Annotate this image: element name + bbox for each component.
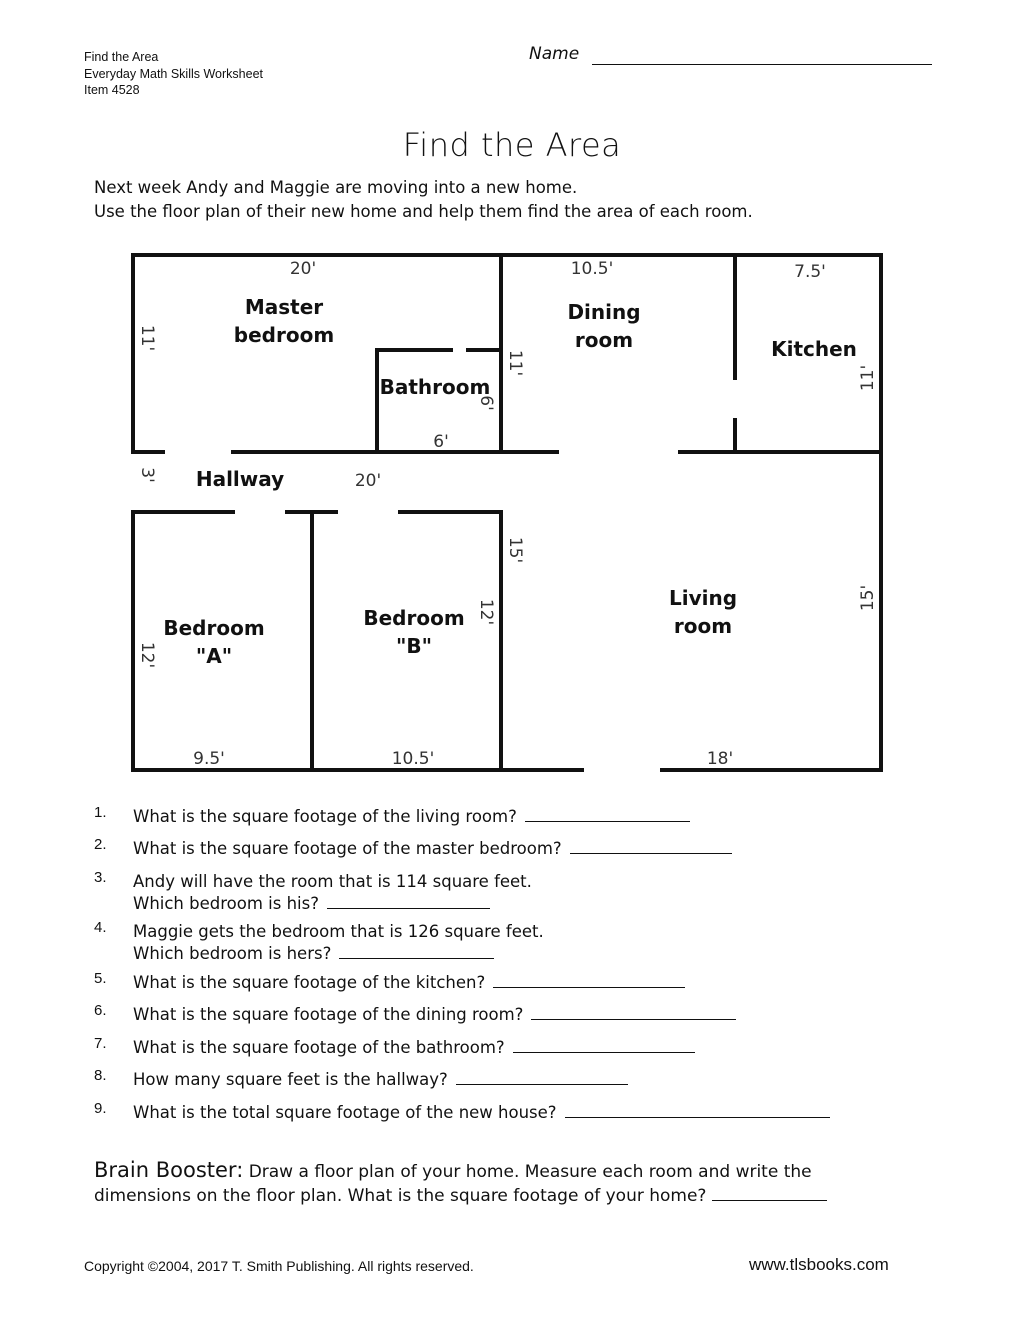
dim-master-height: 11' <box>137 324 157 352</box>
dim-living-left-height: 15' <box>505 536 525 564</box>
dim-dining-height: 11' <box>505 349 525 377</box>
question-text: Andy will have the room that is 114 square feet. <box>133 872 532 891</box>
meta-title: Find the Area <box>84 50 159 64</box>
question-number: 3. <box>94 869 107 886</box>
brain-booster-line1: Draw a floor plan of your home. Measure each room and write the <box>248 1162 812 1182</box>
question-text: What is the square footage of the bathroom? <box>133 1038 505 1057</box>
dim-living-width: 18' <box>706 749 734 769</box>
question-number: 9. <box>94 1100 107 1117</box>
label-bedroom-a-line1: Bedroom <box>163 616 265 640</box>
label-living-line2: room <box>673 614 733 638</box>
name-label: Name <box>529 44 580 64</box>
brain-booster-line2: dimensions on the floor plan. What is the square footage of your home? <box>94 1186 707 1206</box>
answer-blank[interactable] <box>565 1102 830 1118</box>
answer-blank[interactable] <box>339 943 494 959</box>
question-number: 6. <box>94 1002 107 1019</box>
question-text-line2: Which bedroom is his? <box>133 894 319 913</box>
dim-hallway-width: 20' <box>354 471 382 491</box>
label-bedroom-a-line2: "A" <box>195 644 233 668</box>
intro-line-1: Next week Andy and Maggie are moving into a new home. <box>94 178 578 197</box>
question-text: Maggie gets the bedroom that is 126 square feet. <box>133 922 544 941</box>
label-dining-line1: Dining <box>567 300 641 324</box>
label-hallway: Hallway <box>195 467 285 491</box>
answer-blank[interactable] <box>570 838 732 854</box>
question-text: What is the square footage of the kitchen? <box>133 973 486 992</box>
dim-bedroom-a-width: 9.5' <box>193 749 225 769</box>
label-bedroom-b-line2: "B" <box>395 634 433 658</box>
meta-item-number: Item 4528 <box>84 83 140 97</box>
dim-bedroom-b-width: 10.5' <box>391 749 435 769</box>
question-number: 7. <box>94 1035 107 1052</box>
dim-bedroom-b-height: 12' <box>476 598 496 626</box>
answer-blank[interactable] <box>513 1037 695 1053</box>
question-number: 2. <box>94 836 107 853</box>
dim-bathroom-height: 6' <box>476 395 496 411</box>
label-kitchen: Kitchen <box>771 337 857 361</box>
question-number: 5. <box>94 970 107 987</box>
label-bedroom-b-line1: Bedroom <box>363 606 465 630</box>
answer-blank[interactable] <box>493 972 685 988</box>
dim-bathroom-width: 6' <box>433 432 449 452</box>
answer-blank[interactable] <box>525 806 690 822</box>
dim-kitchen-height: 11' <box>858 364 878 392</box>
question-text: What is the square footage of the master bedroom? <box>133 839 562 858</box>
question-text: What is the total square footage of the new house? <box>133 1103 557 1122</box>
label-dining-line2: room <box>574 328 634 352</box>
answer-blank[interactable] <box>712 1185 827 1201</box>
question-number: 1. <box>94 804 107 821</box>
label-bathroom: Bathroom <box>379 375 491 399</box>
answer-blank[interactable] <box>456 1069 628 1085</box>
question-number: 8. <box>94 1067 107 1084</box>
dim-hallway-height: 3' <box>137 467 157 483</box>
dim-living-right-height: 15' <box>858 584 878 612</box>
label-master-line2: bedroom <box>233 323 335 347</box>
dim-dining-width: 10.5' <box>570 259 614 279</box>
label-living-line1: Living <box>668 586 738 610</box>
answer-blank[interactable] <box>327 893 490 909</box>
brain-booster <box>94 1158 827 1208</box>
question-text: What is the square footage of the dining room? <box>133 1005 524 1024</box>
copyright: Copyright ©2004, 2017 T. Smith Publishing. All rights reserved. <box>84 1258 474 1274</box>
question-text: What is the square footage of the living room? <box>133 807 517 826</box>
page-title: Find the Area <box>402 126 622 164</box>
dim-kitchen-width: 7.5' <box>794 262 826 282</box>
dim-master-width: 20' <box>289 259 317 279</box>
intro-line-2: Use the floor plan of their new home and help them find the area of each room. <box>94 202 753 221</box>
meta-subtitle: Everyday Math Skills Worksheet <box>84 66 263 81</box>
question-number: 4. <box>94 919 107 936</box>
brain-booster-title: Brain Booster: <box>94 1158 244 1182</box>
question-text: How many square feet is the hallway? <box>133 1070 448 1089</box>
website-link[interactable]: www.tlsbooks.com <box>749 1255 889 1274</box>
dim-bedroom-a-height: 12' <box>137 641 157 669</box>
question-text-line2: Which bedroom is hers? <box>133 944 332 963</box>
answer-blank[interactable] <box>531 1004 736 1020</box>
label-master-line1: Master <box>244 295 324 319</box>
